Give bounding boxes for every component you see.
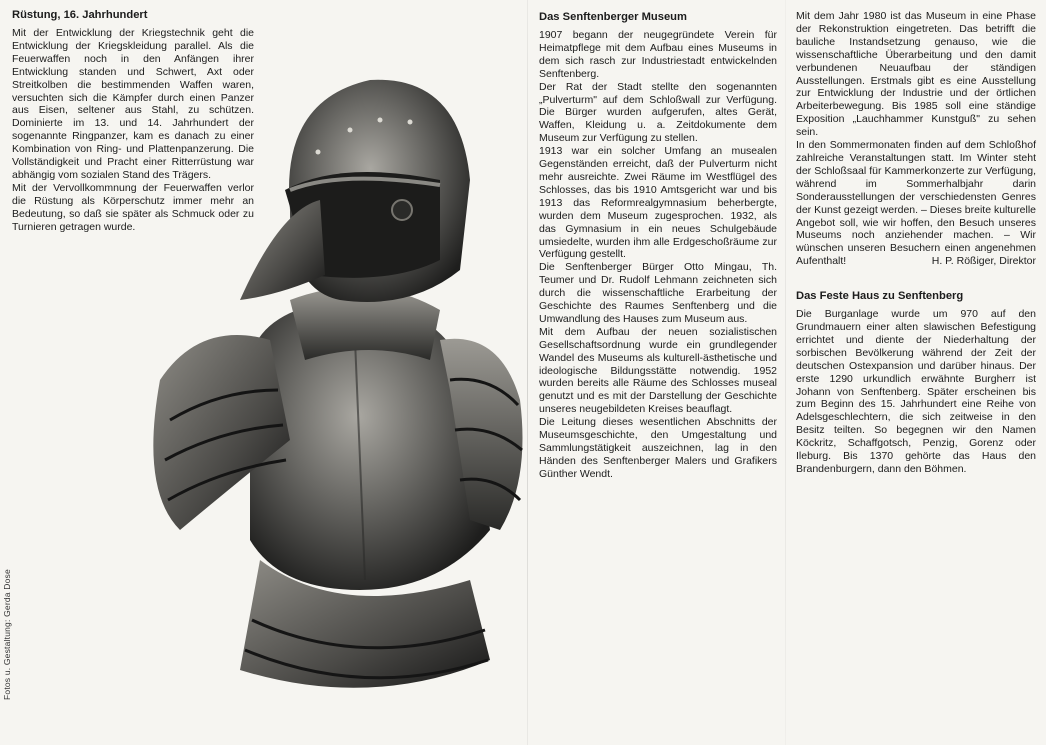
museum-paragraph-3: 1913 war ein solcher Umfang an musealen Gegenständen erreicht, daß der Pulverturm nicht mehr ausreichte. Zwei Räume im Westflügel des Schlosses, das bis 1910 Amtsgericht war und bis 1913 das Reformrealgymnasium beherbergte, wurden dem Museum zugesprochen. 1932, als das Gymnasium in ein neues Schulgebäude umsiedelte, wurden ihm alle Erdgeschoßräume zur Verfügung gestellt. (539, 145, 777, 261)
castle-section (796, 289, 1036, 476)
events-text: In den Sommermonaten finden auf dem Schloßhof zahlreiche Veranstaltungen statt. Im Winter steht der Schloßsaal für Kammerkonzerte zur Verfügung, während im Sommerhalbjahr darin Sonderausstellungen der verschiedensten Genres der Kunst gezeigt werden. – Dieses breite kulturelle Angebot soll, wie wir hoffen, den Besuch unseres Museums noch anziehender machen. – Wir wünschen unseren Besuchern einen angenehmen Aufenthalt! (796, 139, 1036, 268)
museum-paragraph-1: 1907 begann der neugegründete Verein für Heimatpflege mit dem Aufbau eines Museums in dem sich rasch zur Industriestadt entwickelnden Senftenberg. (539, 29, 777, 80)
castle-paragraph: Die Burganlage wurde um 970 auf den Grundmauern einer alten slawischen Befestigung errichtet und diente der Niederhaltung der sorbischen Bevölkerung während der Zeit der deutschen Ostexpansion und darüber hinaus. Der erste 1290 urkundlich erwähnte Burgherr ist Johann von Senftenberg. Später erscheinen bis zum Beginn des 15. Jahrhundert eine Reihe von Adelsgeschlechtern, die sich zeitweise in den Besitz teilten. So begegnen wir den Namen Köckritz, Schaffgotsch, Penzig, Gorenz oder Ileburg. Bis 1370 gehörte das Haus den Brandenburgern, dann den Böhmen. (796, 308, 1036, 475)
museum-paragraph-4: Die Senftenberger Bürger Otto Mingau, Th. Teumer und Dr. Rudolf Lehmann zeichneten sich durch die wissenschaftliche Erarbeitung der Geschichte des Raumes Senftenberg und die Umwandlung des Hauses zum Museum aus. (539, 261, 777, 325)
museum-present-column (796, 10, 1036, 476)
right-fold-line (785, 0, 786, 745)
museum-paragraph-2: Der Rat der Stadt stellte den sogenannten „Pulverturm" auf dem Schloßwall zur Verfügung. Die Bürger wurden aufgerufen, altes Gerät, Waffen, Kleidung u. a. Zeitdokumente dem Museum zur Verfügung zu stellen. (539, 80, 777, 145)
museum-history-column (539, 10, 777, 481)
museum-paragraph-5: Mit dem Aufbau der neuen sozialistischen Gesellschaftsordnung wurde ein grundlegender Wandel des Museums als kulturell-ästhetische und ideologische Bildungsstätte notwendig. 1952 wurden bereits alle Räume des Schlosses museal genutzt und es mit der Darstellung der Geschichte unseres neugebildeten Kreises beauflagt. (539, 325, 777, 416)
photo-credit: Fotos u. Gestaltung: Gerda Dose (2, 569, 12, 700)
museum-heading: Das Senftenberger Museum (539, 11, 687, 23)
armour-paragraph-2: Mit der Vervollkommnung der Feuerwaffen verlor die Rüstung als Körperschutz immer mehr an Bedeutung, so daß sie später als Schmuck oder zu Turnieren getragen wurde. (12, 181, 254, 233)
armour-paragraph: Mit der Entwicklung der Kriegstechnik geht die Entwicklung der Kriegskleidung parallel. Als die Feuerwaffen noch in den Anfängen ihrer Entwicklung standen und Schwert, Axt oder Streitkolben die bestimmenden Waffen waren, versuchten sich die Kämpfer durch einen Panzer aus Eisen, seltener aus Stahl, zu schützen. Dominierte im 13. und 14. Jahrhundert der sogenannte Ringpanzer, kam es danach zu einer Kombination von Ring- und Plattenpanzerung. Die Vollständigkeit und Pracht einer Ritterrüstung war abhängig vom sozialen Stand des Trägers. (12, 27, 254, 181)
events-paragraph (796, 139, 1036, 268)
castle-heading: Das Feste Haus zu Senftenberg (796, 290, 964, 303)
reconstruction-paragraph: Mit dem Jahr 1980 ist das Museum in eine Phase der Rekonstruktion eingetreten. Das betrifft die bauliche Instandsetzung genauso, wie die wissenschaftliche Überarbeitung und den damit verbundenen Neuaufbau der ständigen Ausstellungen. Erstmals gibt es eine Ausstellung zur Entwicklung der Industrie und der örtlichen Arbeiterbewegung. Bis 1985 soll eine ständige Exposition „Lauchhammer Kunstguß" zu sehen sein. (796, 10, 1036, 139)
armour-heading: Rüstung, 16. Jahrhundert (12, 9, 148, 21)
director-signature: H. P. Rößiger, Direktor (931, 255, 1036, 268)
armour-photo (140, 60, 530, 710)
museum-paragraph-6: Die Leitung dieses wesentlichen Abschnitts der Museumsgeschichte, den Umgestaltung und Sammlungstätigkeit auszeichnen, lag in den Händen des Senftenberger Malers und Grafikers Günther Wendt. (539, 416, 777, 480)
